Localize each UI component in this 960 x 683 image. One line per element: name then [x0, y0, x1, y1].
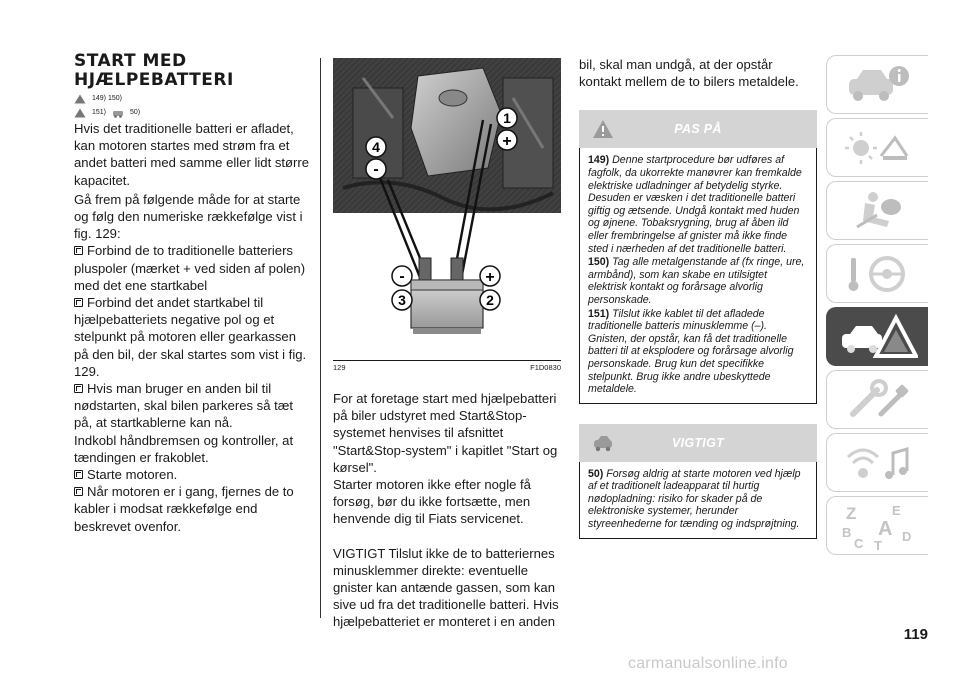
step-item: Starte motoren. — [74, 466, 312, 483]
step-bullet-icon — [74, 487, 83, 496]
step-item: Forbind de to traditionelle batteriers pluspoler (mærket + ved siden af polen) med det ene startkabel — [74, 243, 306, 293]
warning-refs-2: 151) 50) — [74, 107, 312, 118]
multimedia-icon — [843, 441, 913, 485]
step-bullet-icon — [74, 298, 83, 307]
warning-triangle-icon — [74, 108, 86, 118]
figure-label-minus-top: - — [373, 161, 379, 178]
important-item: 50) Forsøg aldrig at starte motoren ved hjælp af et traditionelt ladeapparat til hurtig nødopladning: risiko for skader på de elektroniske systemer, herunder styreenhederne for tænding og indsprøjtning. — [588, 467, 801, 531]
steering-key-icon — [843, 252, 913, 296]
figure-label-plus-top: + — [502, 133, 512, 150]
important-box-title: VIGTIGT — [671, 435, 725, 450]
figure-label-2: 2 — [486, 292, 494, 308]
section-title-line-1: START MED — [74, 51, 187, 71]
warning-box-header — [579, 110, 817, 148]
svg-text:D: D — [901, 528, 911, 544]
start-stop-paragraph: For at foretage start med hjælpebatteri på biler udstyret med Start&Stop-systemet henvises til afsnittet "Start&Stop-system" i kapitlet "Start og kørsel". — [333, 391, 558, 475]
tab-dashboard-lights[interactable] — [826, 118, 928, 177]
svg-text:C: C — [853, 535, 863, 551]
important-box-header — [579, 424, 817, 462]
svg-text:B: B — [841, 524, 851, 540]
figure-label-1: 1 — [503, 110, 511, 126]
warning-item: 149) Denne startprocedure bør udføres af fagfolk, da ukorrekte manøvrer kan fremkalde elektriske udladninger af betydelig styrke. Desuden er væsken i det traditionelle batteri giftig og ætsende. Undgå kontakt med huden og øjnene. Tobaksrygning, brug af åben ild eller frembringelse af gnister må ikke finde sted i nærheden af det traditionelle batteri. — [588, 154, 802, 255]
middle-text — [333, 390, 561, 631]
tab-steering-key[interactable] — [826, 244, 928, 303]
jump-start-figure — [333, 58, 561, 358]
warning-item: 151) Tilslut ikke kablet til det afladede traditionelle batteris minusklemme (–). Gnisten, der opstår, kan få det traditionelle batteri til at eksplodere og forårsage alvorlig personskade. Brug kun det specifikke stelpunkt. Brug ikke andre ubeskyttede metaldele. — [588, 307, 794, 396]
tab-maintenance-tools[interactable] — [826, 370, 928, 429]
figure-number: 129 — [333, 363, 346, 372]
middle-column — [333, 58, 561, 631]
engine-battery-illustration — [333, 58, 561, 358]
svg-text:E: E — [891, 502, 901, 518]
warning-triangle-icon — [74, 94, 86, 104]
page-number: 119 — [903, 626, 928, 643]
tab-car-info[interactable] — [826, 55, 928, 114]
figure-caption — [333, 360, 561, 372]
svg-text:T: T — [873, 537, 882, 551]
warning-box-body — [579, 148, 817, 403]
instructions-text — [74, 120, 312, 535]
right-column — [579, 56, 817, 539]
step-bullet-icon — [74, 384, 83, 393]
tab-breakdown-warning[interactable] — [826, 307, 928, 366]
warning-triangle-icon — [592, 119, 614, 139]
figure-label-3: 3 — [398, 292, 406, 308]
breakdown-warning-icon — [838, 314, 918, 360]
step-text: Indkobl håndbremsen og kontroller, at tændingen er frakoblet. — [74, 432, 294, 465]
warning-box-title: PAS PÅ — [674, 122, 722, 137]
index-letters-icon — [838, 501, 918, 551]
airbag-seat-icon — [843, 189, 913, 233]
step-item: Når motoren er i gang, fjernes de to kabler i modsat rækkefølge end beskrevet ovenfor. — [74, 484, 294, 534]
step-item: Forbind det andet startkabel til hjælpebatteriets negative pol og et stelpunkt på motoren eller gearkassen på den bil, der skal startes som vist i fig. 129. — [74, 295, 307, 379]
tab-index[interactable] — [826, 496, 928, 555]
tab-airbag-seat[interactable] — [826, 181, 928, 240]
step-bullet-icon — [74, 470, 83, 479]
dashboard-lights-icon — [843, 126, 913, 170]
tab-multimedia[interactable] — [826, 433, 928, 492]
continued-paragraph: bil, skal man undgå, at der opstår kontakt mellem de to bilers metaldele. — [579, 57, 799, 90]
car-damage-icon — [592, 433, 614, 453]
important-paragraph: VIGTIGT Tilslut ikke de to batteriernes minusklemmer direkte: eventuelle gnister kan antænde gassen, som kan sive ud fra det traditionelle batteri. Hvis hjælpebatteriet er monteret i en anden — [333, 545, 559, 630]
important-box-body — [579, 462, 817, 539]
svg-text:A: A — [877, 517, 892, 540]
section-title — [74, 52, 312, 90]
figure-code: F1D0830 — [530, 363, 561, 372]
warning-item: 150) Tag alle metalgenstande af (fx ringe, ure, armbånd), som kan skabe en utilsigtet elektrisk kontakt og forårsage alvorlig personskade. — [588, 256, 805, 306]
car-info-icon — [843, 63, 913, 107]
section-title-line-2: HJÆLPEBATTERI — [74, 70, 234, 90]
figure-label-plus-bottom: + — [485, 269, 495, 286]
intro-paragraph: Hvis det traditionelle batteri er afladet, kan motoren startes med strøm fra et andet batteri med samme eller lidt større kapacitet. — [74, 121, 310, 188]
figure-label-minus-bottom: - — [399, 268, 405, 285]
figure-label-4: 4 — [372, 139, 380, 155]
procedure-paragraph: Gå frem på følgende måde for at starte og følg den numeriske rækkefølge vist i fig. 129: — [74, 191, 303, 242]
step-bullet-icon — [74, 246, 83, 255]
warning-refs-1: 149) 150) — [74, 93, 312, 104]
step-item: Hvis man bruger en anden bil til nødstarten, skal bilen parkeres så tæt på, at startkablerne kan nå. — [74, 381, 294, 431]
chapter-tabs — [826, 55, 928, 559]
footer-watermark: carmanualsonline.info — [628, 655, 788, 672]
left-column — [74, 52, 312, 535]
retry-paragraph: Starter motoren ikke efter nogle få forsøg, bør du ikke fortsætte, men henvende dig til Fiats servicenet. — [333, 477, 531, 527]
svg-text:Z: Z — [845, 503, 856, 523]
car-warning-icon — [112, 108, 124, 118]
column-divider — [320, 58, 321, 618]
maintenance-tools-icon — [843, 378, 913, 422]
